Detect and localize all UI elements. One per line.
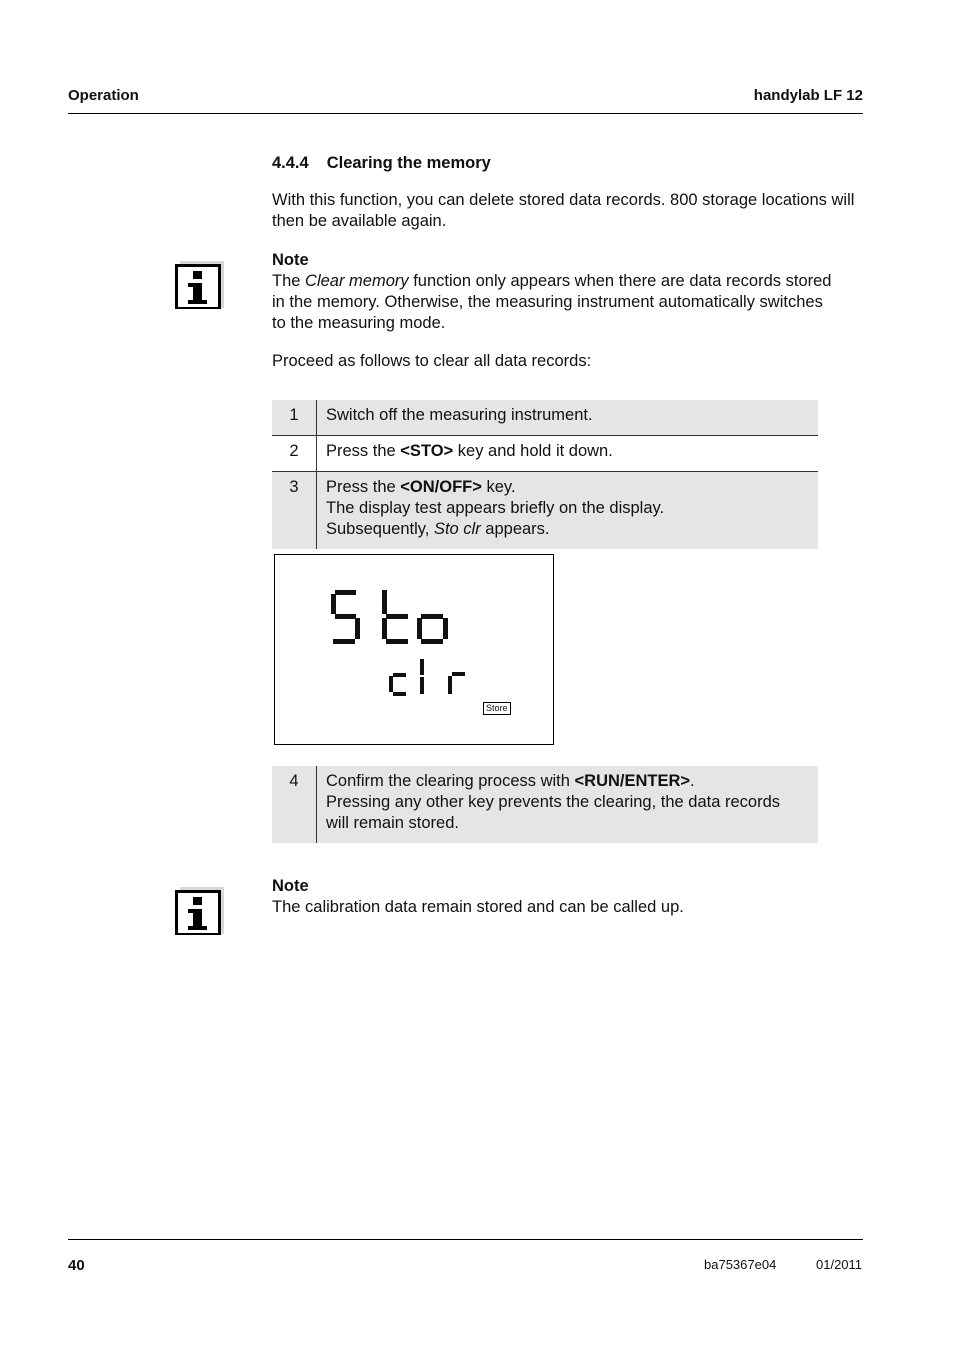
table-row (272, 766, 818, 843)
step-text-pre: Confirm the clearing process with (326, 772, 575, 790)
steps-table-continued (272, 766, 818, 843)
page-number: 40 (68, 1257, 85, 1274)
step-key: <ON/OFF> (400, 478, 482, 496)
table-row (272, 436, 818, 472)
document-id: ba75367e04 (704, 1257, 777, 1272)
note1-line2: in the memory. Otherwise, the measuring instrument automatically switches (272, 293, 823, 311)
step-text-line3-pre: Subsequently, (326, 520, 434, 538)
step-text: Switch off the measuring instrument. (317, 400, 819, 436)
step-text (317, 766, 819, 843)
lcd-display (274, 554, 554, 745)
lcd-segments (275, 555, 553, 744)
step-text-line3-italic: Sto clr (433, 520, 481, 538)
step-key: <STO> (400, 442, 454, 460)
info-icon (175, 883, 225, 935)
note1-line1-rest: function only appears when there are data records stored (408, 272, 832, 290)
note1-line3: to the measuring mode. (272, 314, 446, 332)
step-text (317, 436, 819, 472)
note2-heading: Note (272, 877, 309, 895)
info-icon (175, 257, 225, 309)
step-text-pre: Press the (326, 478, 401, 496)
step-number: 4 (272, 766, 317, 843)
header-rule (68, 113, 863, 114)
store-indicator: Store (483, 702, 511, 715)
step-text-line2: Pressing any other key prevents the clearing, the data records (326, 793, 780, 811)
step-number: 3 (272, 472, 317, 550)
document-date: 01/2011 (816, 1257, 863, 1272)
note1-italic: Clear memory (305, 272, 409, 290)
table-row (272, 400, 818, 436)
section-number: 4.4.4 (272, 154, 309, 172)
step-text-line3-post: appears. (480, 520, 550, 538)
intro-paragraph: With this function, you can delete stored data records. 800 storage locations will then be available again. (272, 191, 855, 230)
footer-rule (68, 1239, 863, 1240)
step-number: 1 (272, 400, 317, 436)
step-text-pre: Press the (326, 442, 401, 460)
step-text-post: key. (481, 478, 516, 496)
step-text-post: . (690, 772, 695, 790)
header-product: handylab LF 12 (753, 87, 863, 104)
steps-table (272, 400, 818, 549)
step-text (317, 472, 819, 550)
section-title: Clearing the memory (326, 154, 491, 172)
step-text-post: key and hold it down. (453, 442, 613, 460)
section-heading (272, 154, 491, 173)
note1-text (272, 271, 872, 334)
note1-heading: Note (272, 251, 309, 269)
header-section: Operation (68, 87, 139, 104)
step-text-line3: will remain stored. (326, 814, 459, 832)
note1-pre: The (272, 272, 306, 290)
proceed-text: Proceed as follows to clear all data records: (272, 352, 592, 370)
step-key: <RUN/ENTER> (574, 772, 691, 790)
table-row (272, 472, 818, 550)
step-number: 2 (272, 436, 317, 472)
note2-text: The calibration data remain stored and can be called up. (272, 898, 684, 916)
step-text-line2: The display test appears briefly on the display. (326, 499, 665, 517)
